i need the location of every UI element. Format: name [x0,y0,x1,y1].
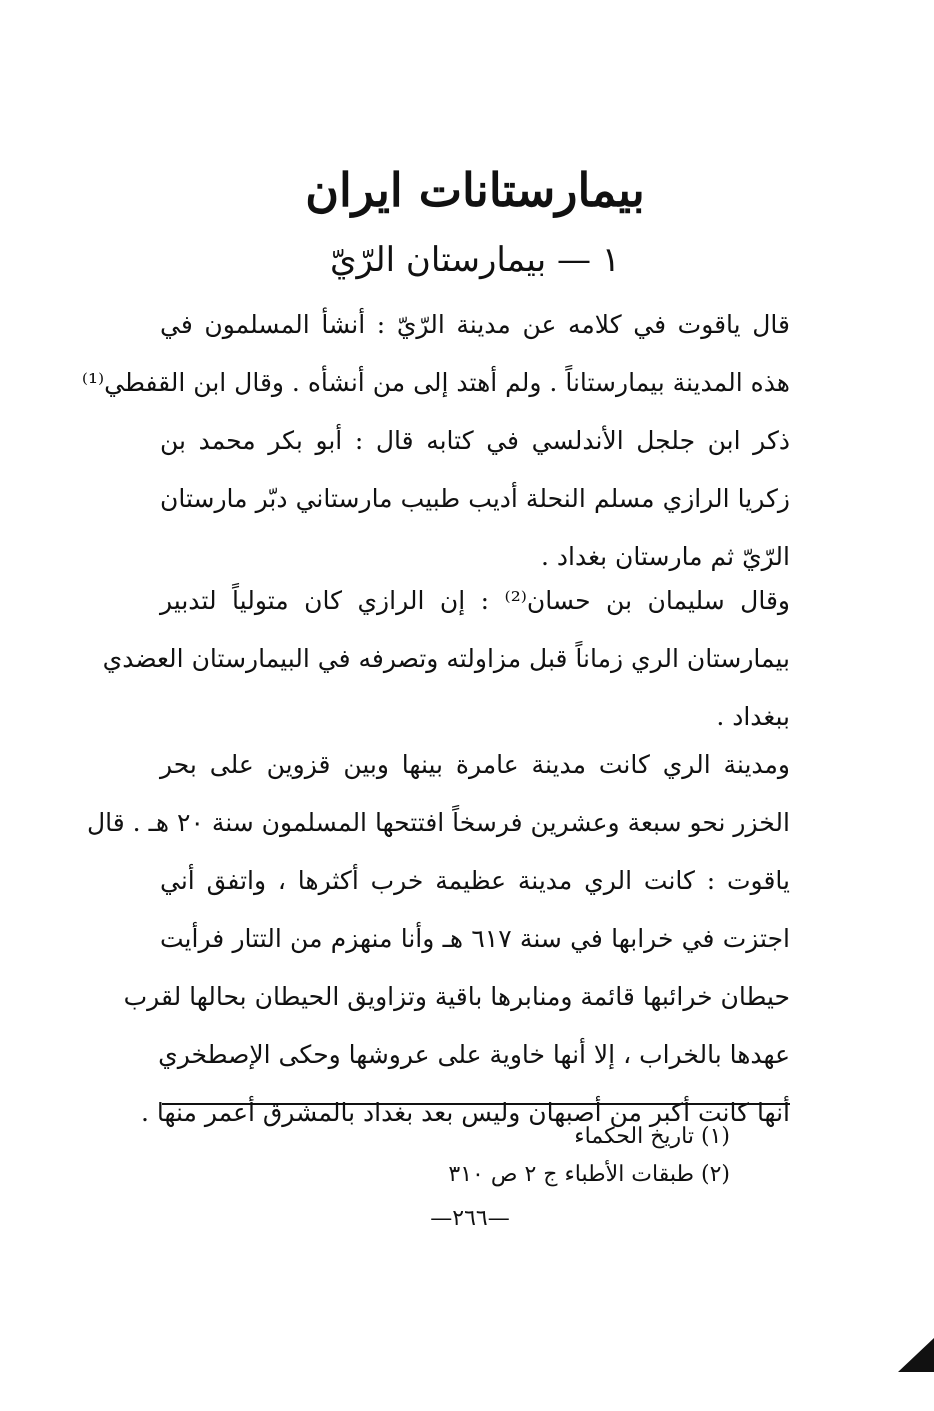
footnote-divider [162,1103,790,1105]
text-line: عهدها بالخراب ، إلا أنها خاوية على عروشها وحكى الإصطخري [158,1040,790,1069]
text-line: ومدينة الري كانت مدينة عامرة بينها وبين قزوين على بحر [160,750,790,779]
footnote-1: (١) تاريخ الحكماء [574,1124,730,1149]
text-line: هذه المدينة بيمارستاناً . ولم أهتد إلى من أنشأه . وقال ابن القفطي⁽¹⁾ [81,368,790,397]
text-line: حيطان خرائبها قائمة ومنابرها باقية وتزاويق الحيطان بحالها لقرب [123,982,790,1011]
paragraph-2 [102,572,790,746]
paragraph-1 [81,296,790,586]
footnote-2: (٢) طبقات الأطباء ج ٢ ص ٣١٠ [448,1162,730,1187]
text-line: بيمارستان الري زماناً قبل مزاولته وتصرفه في البيمارستان العضدي [102,644,790,673]
text-line: الخزر نحو سبعة وعشرين فرسخاً افتتحها المسلمون سنة ٢٠ هـ . قال [87,808,790,837]
section-heading: ١ — بيمارستان الرّيّ [329,240,621,280]
text-line: الرّيّ ثم مارستان بغداد . [540,542,790,571]
text-line: زكريا الرازي مسلم النحلة أديب طبيب مارستاني دبّر مارستان [160,484,790,513]
text-line: وقال سليمان بن حسان⁽²⁾ : إن الرازي كان متولياً لتدبير [160,586,790,615]
text-line: قال ياقوت في كلامه عن مدينة الرّيّ : أنشأ المسلمون في [160,310,790,339]
text-line: أنها كانت أكبر من أصبهان وليس بعد بغداد بالمشرق أعمر منها . [140,1098,790,1127]
footnotes [380,1118,730,1194]
text-line: ذكر ابن جلجل الأندلسي في كتابه قال : أبو بكر محمد بن [160,426,790,455]
scan-corner-mark [898,1338,934,1372]
paragraph-3 [87,736,790,1142]
page-title: بيمارستانات ايران [305,163,645,217]
text-line: ياقوت : كانت الري مدينة عظيمة خرب أكثرها ، واتفق أني [160,866,790,895]
text-line: ببغداد . [716,702,790,731]
text-line: اجتزت في خرابها في سنة ٦١٧ هـ وأنا منهزم من التتار فرأيت [160,924,790,953]
page-number: —٢٦٦— [430,1206,510,1231]
